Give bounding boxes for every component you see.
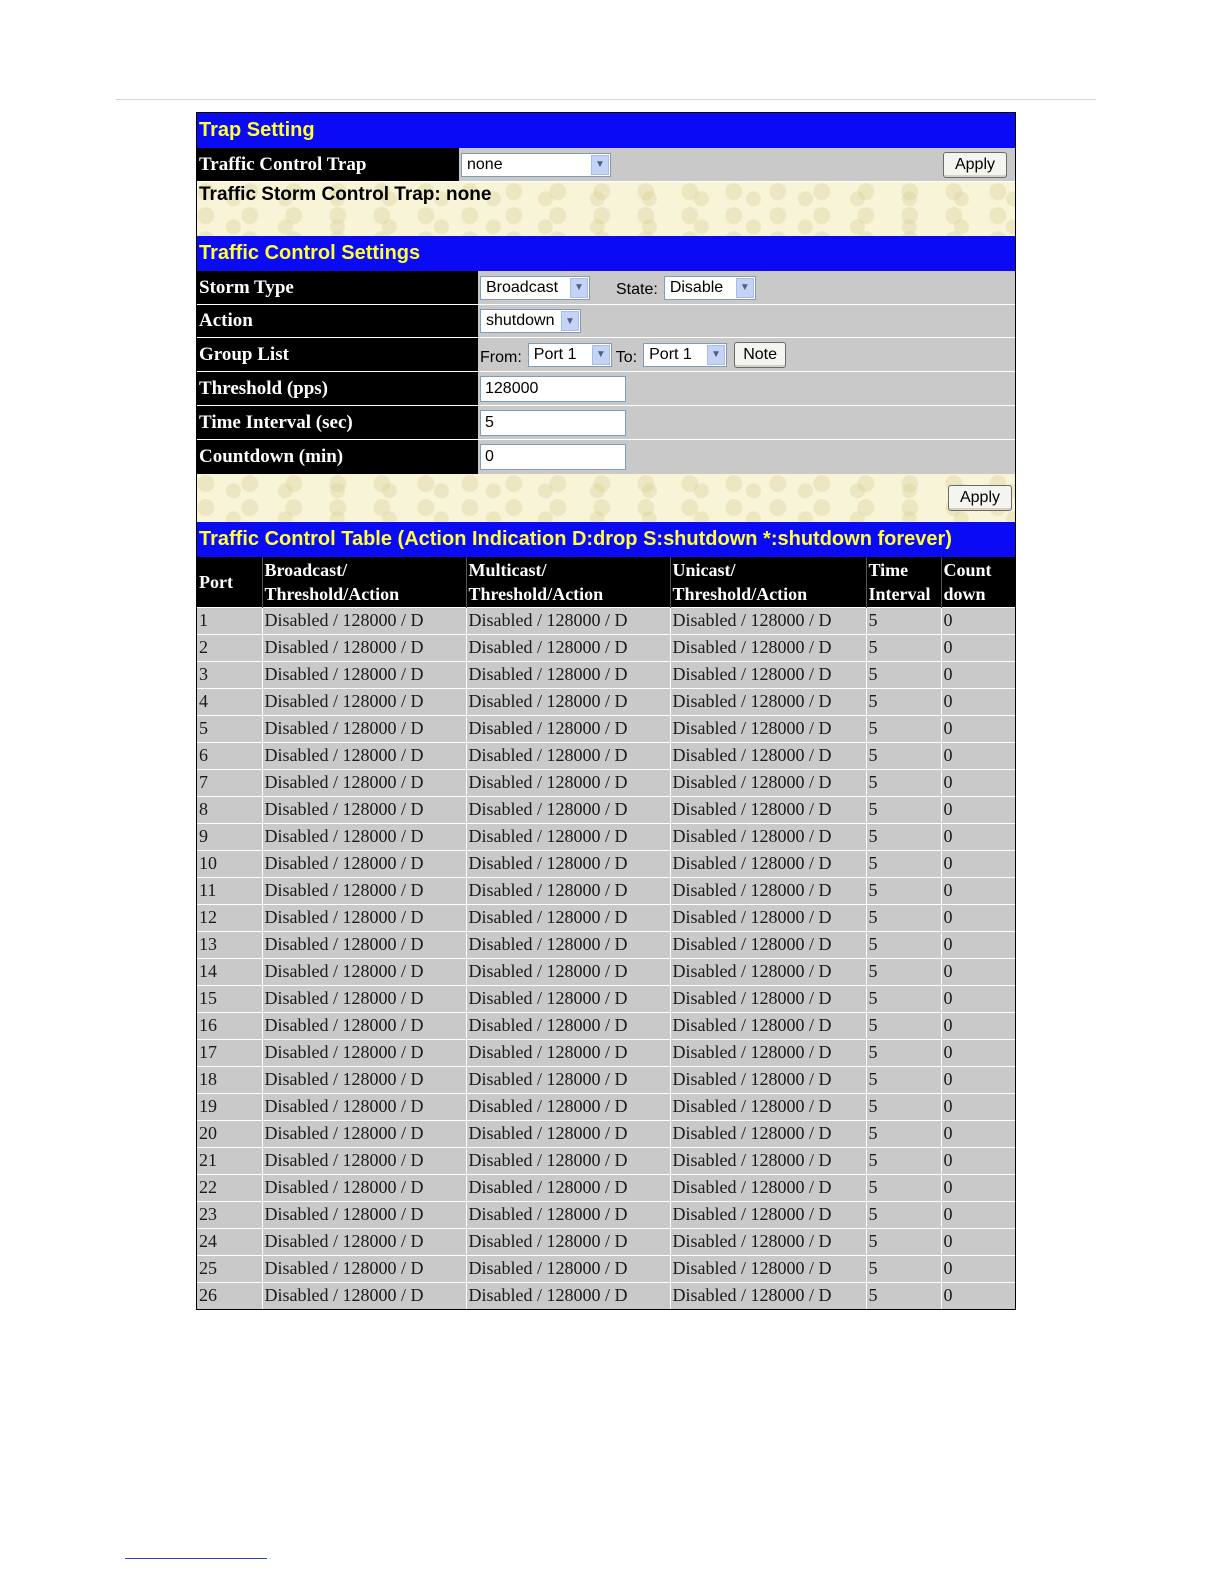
page-divider <box>116 99 1096 100</box>
cell-unicast: Disabled / 128000 / D <box>670 661 866 688</box>
footer-link-underline <box>125 1558 267 1559</box>
action-select[interactable] <box>480 309 581 333</box>
cell-port: 18 <box>197 1066 262 1093</box>
cell-unicast: Disabled / 128000 / D <box>670 796 866 823</box>
cell-time: 5 <box>866 1012 941 1039</box>
cell-time: 5 <box>866 904 941 931</box>
cell-count: 0 <box>941 1093 1015 1120</box>
cell-unicast: Disabled / 128000 / D <box>670 1282 866 1309</box>
cell-count: 0 <box>941 985 1015 1012</box>
header-unicast-line1: Unicast/ <box>672 559 736 580</box>
cell-time: 5 <box>866 1201 941 1228</box>
header-unicast-line2: Threshold/Action <box>672 583 808 604</box>
time-interval-row <box>197 406 1015 440</box>
table-row <box>197 634 1015 661</box>
cell-time: 5 <box>866 850 941 877</box>
table-row <box>197 850 1015 877</box>
cell-port: 14 <box>197 958 262 985</box>
cell-time: 5 <box>866 1282 941 1309</box>
chevron-down-icon[interactable]: ▼ <box>591 155 609 175</box>
cell-broadcast: Disabled / 128000 / D <box>262 769 466 796</box>
table-row <box>197 958 1015 985</box>
to-port-select[interactable] <box>643 343 727 367</box>
cell-broadcast: Disabled / 128000 / D <box>262 661 466 688</box>
cell-unicast: Disabled / 128000 / D <box>670 904 866 931</box>
cell-count: 0 <box>941 742 1015 769</box>
header-multicast <box>466 557 670 607</box>
countdown-input[interactable]: 0 <box>480 444 626 470</box>
cell-broadcast: Disabled / 128000 / D <box>262 688 466 715</box>
cell-multicast: Disabled / 128000 / D <box>466 1147 670 1174</box>
cell-unicast: Disabled / 128000 / D <box>670 1120 866 1147</box>
cell-multicast: Disabled / 128000 / D <box>466 742 670 769</box>
cell-time: 5 <box>866 715 941 742</box>
cell-count: 0 <box>941 850 1015 877</box>
cell-port: 24 <box>197 1228 262 1255</box>
cell-time: 5 <box>866 634 941 661</box>
threshold-input[interactable]: 128000 <box>480 376 626 402</box>
cell-time: 5 <box>866 877 941 904</box>
header-count-line2: down <box>943 583 986 604</box>
traffic-control-trap-row <box>197 148 1015 182</box>
countdown-label: Countdown (min) <box>197 440 478 474</box>
table-row <box>197 688 1015 715</box>
from-label: From: <box>480 348 522 366</box>
state-select[interactable] <box>664 276 756 300</box>
cell-port: 11 <box>197 877 262 904</box>
cell-unicast: Disabled / 128000 / D <box>670 1255 866 1282</box>
cell-unicast: Disabled / 128000 / D <box>670 607 866 634</box>
table-row <box>197 1174 1015 1201</box>
cell-broadcast: Disabled / 128000 / D <box>262 823 466 850</box>
cell-time: 5 <box>866 1093 941 1120</box>
cell-unicast: Disabled / 128000 / D <box>670 850 866 877</box>
group-list-label: Group List <box>197 338 478 371</box>
cell-multicast: Disabled / 128000 / D <box>466 688 670 715</box>
storm-type-value-cell <box>478 271 1015 304</box>
cell-port: 17 <box>197 1039 262 1066</box>
cell-broadcast: Disabled / 128000 / D <box>262 1093 466 1120</box>
cell-count: 0 <box>941 607 1015 634</box>
cell-time: 5 <box>866 985 941 1012</box>
cell-time: 5 <box>866 1120 941 1147</box>
cell-unicast: Disabled / 128000 / D <box>670 688 866 715</box>
state-label: State: <box>616 280 658 298</box>
cell-count: 0 <box>941 823 1015 850</box>
cell-multicast: Disabled / 128000 / D <box>466 850 670 877</box>
table-row <box>197 607 1015 634</box>
cell-broadcast: Disabled / 128000 / D <box>262 1174 466 1201</box>
threshold-row <box>197 372 1015 406</box>
cell-port: 20 <box>197 1120 262 1147</box>
cell-count: 0 <box>941 1147 1015 1174</box>
cell-unicast: Disabled / 128000 / D <box>670 634 866 661</box>
cell-multicast: Disabled / 128000 / D <box>466 931 670 958</box>
cell-time: 5 <box>866 661 941 688</box>
cell-broadcast: Disabled / 128000 / D <box>262 634 466 661</box>
table-row <box>197 1228 1015 1255</box>
cell-count: 0 <box>941 1066 1015 1093</box>
trap-setting-title: Trap Setting <box>197 113 1015 148</box>
table-row <box>197 661 1015 688</box>
cell-broadcast: Disabled / 128000 / D <box>262 1255 466 1282</box>
threshold-value-cell <box>478 372 1015 405</box>
action-label: Action <box>197 305 478 337</box>
cell-broadcast: Disabled / 128000 / D <box>262 1282 466 1309</box>
header-time-line1: Time <box>868 559 909 580</box>
cell-port: 16 <box>197 1012 262 1039</box>
table-row <box>197 1201 1015 1228</box>
table-row <box>197 931 1015 958</box>
cell-port: 12 <box>197 904 262 931</box>
cell-time: 5 <box>866 742 941 769</box>
from-port-select[interactable] <box>528 343 612 367</box>
traffic-control-trap-selected: none <box>467 155 503 173</box>
state-selected: Disable <box>669 278 724 296</box>
cell-multicast: Disabled / 128000 / D <box>466 1012 670 1039</box>
table-row <box>197 877 1015 904</box>
cell-multicast: Disabled / 128000 / D <box>466 715 670 742</box>
cell-unicast: Disabled / 128000 / D <box>670 1147 866 1174</box>
cell-unicast: Disabled / 128000 / D <box>670 1228 866 1255</box>
cell-broadcast: Disabled / 128000 / D <box>262 958 466 985</box>
traffic-control-table <box>197 557 1015 1309</box>
cell-unicast: Disabled / 128000 / D <box>670 823 866 850</box>
time-interval-value-cell <box>478 406 1015 439</box>
cell-port: 23 <box>197 1201 262 1228</box>
header-broadcast-line2: Threshold/Action <box>264 583 400 604</box>
cell-port: 1 <box>197 607 262 634</box>
table-row <box>197 1120 1015 1147</box>
cell-port: 9 <box>197 823 262 850</box>
cell-multicast: Disabled / 128000 / D <box>466 769 670 796</box>
header-count-line1: Count <box>943 559 992 580</box>
cell-count: 0 <box>941 1039 1015 1066</box>
table-row <box>197 742 1015 769</box>
cell-count: 0 <box>941 634 1015 661</box>
action-value-cell <box>478 305 1015 337</box>
cell-count: 0 <box>941 688 1015 715</box>
cell-broadcast: Disabled / 128000 / D <box>262 1147 466 1174</box>
cell-count: 0 <box>941 1012 1015 1039</box>
cell-port: 19 <box>197 1093 262 1120</box>
cell-count: 0 <box>941 1282 1015 1309</box>
cell-count: 0 <box>941 958 1015 985</box>
countdown-value-cell <box>478 440 1015 474</box>
cell-port: 3 <box>197 661 262 688</box>
cell-broadcast: Disabled / 128000 / D <box>262 850 466 877</box>
cell-multicast: Disabled / 128000 / D <box>466 607 670 634</box>
cell-port: 5 <box>197 715 262 742</box>
table-row <box>197 1012 1015 1039</box>
cell-count: 0 <box>941 1201 1015 1228</box>
storm-type-select[interactable] <box>480 276 590 300</box>
table-row <box>197 1039 1015 1066</box>
cell-port: 22 <box>197 1174 262 1201</box>
cell-unicast: Disabled / 128000 / D <box>670 742 866 769</box>
cell-count: 0 <box>941 931 1015 958</box>
storm-type-row <box>197 271 1015 305</box>
cell-broadcast: Disabled / 128000 / D <box>262 607 466 634</box>
cell-count: 0 <box>941 1120 1015 1147</box>
cell-time: 5 <box>866 1039 941 1066</box>
cell-unicast: Disabled / 128000 / D <box>670 877 866 904</box>
action-row <box>197 305 1015 338</box>
table-row <box>197 715 1015 742</box>
table-body <box>197 607 1015 1309</box>
table-header-row <box>197 557 1015 607</box>
time-interval-label: Time Interval (sec) <box>197 406 478 439</box>
traffic-control-settings-title: Traffic Control Settings <box>197 236 1015 271</box>
cell-broadcast: Disabled / 128000 / D <box>262 1201 466 1228</box>
cell-multicast: Disabled / 128000 / D <box>466 1255 670 1282</box>
cell-unicast: Disabled / 128000 / D <box>670 1039 866 1066</box>
trap-status-text: Traffic Storm Control Trap: none <box>197 182 1015 236</box>
note-button[interactable]: Note <box>734 342 786 368</box>
cell-unicast: Disabled / 128000 / D <box>670 1174 866 1201</box>
from-port-selected: Port 1 <box>533 345 577 363</box>
table-row <box>197 796 1015 823</box>
chevron-down-icon[interactable]: ▼ <box>561 311 579 331</box>
traffic-control-trap-select[interactable] <box>461 153 611 177</box>
cell-broadcast: Disabled / 128000 / D <box>262 931 466 958</box>
to-label: To: <box>615 348 638 366</box>
cell-time: 5 <box>866 607 941 634</box>
cell-time: 5 <box>866 1255 941 1282</box>
traffic-control-panel <box>196 112 1016 1310</box>
chevron-down-icon[interactable]: ▼ <box>570 278 588 298</box>
cell-multicast: Disabled / 128000 / D <box>466 877 670 904</box>
cell-multicast: Disabled / 128000 / D <box>466 958 670 985</box>
cell-broadcast: Disabled / 128000 / D <box>262 1012 466 1039</box>
group-list-value-cell <box>478 338 1015 371</box>
cell-unicast: Disabled / 128000 / D <box>670 958 866 985</box>
cell-broadcast: Disabled / 128000 / D <box>262 877 466 904</box>
group-list-row <box>197 338 1015 372</box>
cell-count: 0 <box>941 1255 1015 1282</box>
cell-count: 0 <box>941 661 1015 688</box>
table-row <box>197 1066 1015 1093</box>
cell-broadcast: Disabled / 128000 / D <box>262 904 466 931</box>
cell-time: 5 <box>866 796 941 823</box>
cell-port: 13 <box>197 931 262 958</box>
countdown-row <box>197 440 1015 474</box>
cell-multicast: Disabled / 128000 / D <box>466 1066 670 1093</box>
header-broadcast <box>262 557 466 607</box>
cell-broadcast: Disabled / 128000 / D <box>262 985 466 1012</box>
cell-port: 21 <box>197 1147 262 1174</box>
cell-multicast: Disabled / 128000 / D <box>466 796 670 823</box>
cell-unicast: Disabled / 128000 / D <box>670 985 866 1012</box>
cell-port: 7 <box>197 769 262 796</box>
traffic-control-trap-label: Traffic Control Trap <box>197 148 459 181</box>
chevron-down-icon[interactable]: ▼ <box>736 278 754 298</box>
cell-port: 8 <box>197 796 262 823</box>
header-unicast <box>670 557 866 607</box>
header-multicast-line1: Multicast/ <box>468 559 547 580</box>
cell-count: 0 <box>941 877 1015 904</box>
cell-broadcast: Disabled / 128000 / D <box>262 715 466 742</box>
cell-unicast: Disabled / 128000 / D <box>670 1093 866 1120</box>
cell-time: 5 <box>866 769 941 796</box>
storm-type-selected: Broadcast <box>486 278 559 296</box>
cell-multicast: Disabled / 128000 / D <box>466 661 670 688</box>
cell-time: 5 <box>866 688 941 715</box>
cell-port: 26 <box>197 1282 262 1309</box>
header-port-label: Port <box>199 571 233 592</box>
trap-apply-button[interactable]: Apply <box>943 152 1007 178</box>
cell-multicast: Disabled / 128000 / D <box>466 634 670 661</box>
header-time-interval <box>866 557 941 607</box>
traffic-control-table-title: Traffic Control Table (Action Indication D:drop S:shutdown *:shutdown forever) <box>197 522 1015 557</box>
to-port-selected: Port 1 <box>649 345 692 363</box>
table-row <box>197 1093 1015 1120</box>
cell-broadcast: Disabled / 128000 / D <box>262 1039 466 1066</box>
cell-count: 0 <box>941 904 1015 931</box>
table-row <box>197 904 1015 931</box>
header-countdown <box>941 557 1015 607</box>
cell-multicast: Disabled / 128000 / D <box>466 1120 670 1147</box>
cell-unicast: Disabled / 128000 / D <box>670 931 866 958</box>
cell-broadcast: Disabled / 128000 / D <box>262 1066 466 1093</box>
header-multicast-line2: Threshold/Action <box>468 583 604 604</box>
cell-multicast: Disabled / 128000 / D <box>466 823 670 850</box>
cell-time: 5 <box>866 1174 941 1201</box>
header-port <box>197 557 262 607</box>
cell-port: 10 <box>197 850 262 877</box>
cell-port: 25 <box>197 1255 262 1282</box>
cell-multicast: Disabled / 128000 / D <box>466 1201 670 1228</box>
cell-broadcast: Disabled / 128000 / D <box>262 1228 466 1255</box>
table-row <box>197 1147 1015 1174</box>
cell-time: 5 <box>866 1228 941 1255</box>
table-row <box>197 769 1015 796</box>
cell-unicast: Disabled / 128000 / D <box>670 1012 866 1039</box>
cell-time: 5 <box>866 1147 941 1174</box>
cell-multicast: Disabled / 128000 / D <box>466 1039 670 1066</box>
chevron-down-icon[interactable]: ▼ <box>707 345 725 365</box>
cell-time: 5 <box>866 823 941 850</box>
cell-multicast: Disabled / 128000 / D <box>466 1093 670 1120</box>
cell-port: 15 <box>197 985 262 1012</box>
cell-multicast: Disabled / 128000 / D <box>466 904 670 931</box>
cell-broadcast: Disabled / 128000 / D <box>262 742 466 769</box>
cell-unicast: Disabled / 128000 / D <box>670 1201 866 1228</box>
traffic-control-trap-value-cell <box>459 148 1015 181</box>
table-row <box>197 1282 1015 1309</box>
chevron-down-icon[interactable]: ▼ <box>592 345 610 365</box>
cell-unicast: Disabled / 128000 / D <box>670 769 866 796</box>
table-row <box>197 1255 1015 1282</box>
cell-port: 2 <box>197 634 262 661</box>
cell-multicast: Disabled / 128000 / D <box>466 1228 670 1255</box>
header-broadcast-line1: Broadcast/ <box>264 559 348 580</box>
cell-time: 5 <box>866 958 941 985</box>
cell-unicast: Disabled / 128000 / D <box>670 1066 866 1093</box>
table-row <box>197 823 1015 850</box>
time-interval-input[interactable]: 5 <box>480 410 626 436</box>
cell-multicast: Disabled / 128000 / D <box>466 1282 670 1309</box>
cell-count: 0 <box>941 1228 1015 1255</box>
cell-broadcast: Disabled / 128000 / D <box>262 796 466 823</box>
header-time-line2: Interval <box>868 583 931 604</box>
threshold-label: Threshold (pps) <box>197 372 478 405</box>
table-row <box>197 985 1015 1012</box>
cell-time: 5 <box>866 1066 941 1093</box>
cell-time: 5 <box>866 931 941 958</box>
settings-apply-button[interactable]: Apply <box>948 485 1012 511</box>
cell-port: 6 <box>197 742 262 769</box>
cell-broadcast: Disabled / 128000 / D <box>262 1120 466 1147</box>
cell-count: 0 <box>941 769 1015 796</box>
cell-port: 4 <box>197 688 262 715</box>
cell-unicast: Disabled / 128000 / D <box>670 715 866 742</box>
storm-type-label: Storm Type <box>197 271 478 304</box>
cell-multicast: Disabled / 128000 / D <box>466 1174 670 1201</box>
cell-count: 0 <box>941 796 1015 823</box>
cell-count: 0 <box>941 715 1015 742</box>
action-selected: shutdown <box>486 312 555 329</box>
settings-apply-area <box>197 474 1015 522</box>
cell-count: 0 <box>941 1174 1015 1201</box>
cell-multicast: Disabled / 128000 / D <box>466 985 670 1012</box>
